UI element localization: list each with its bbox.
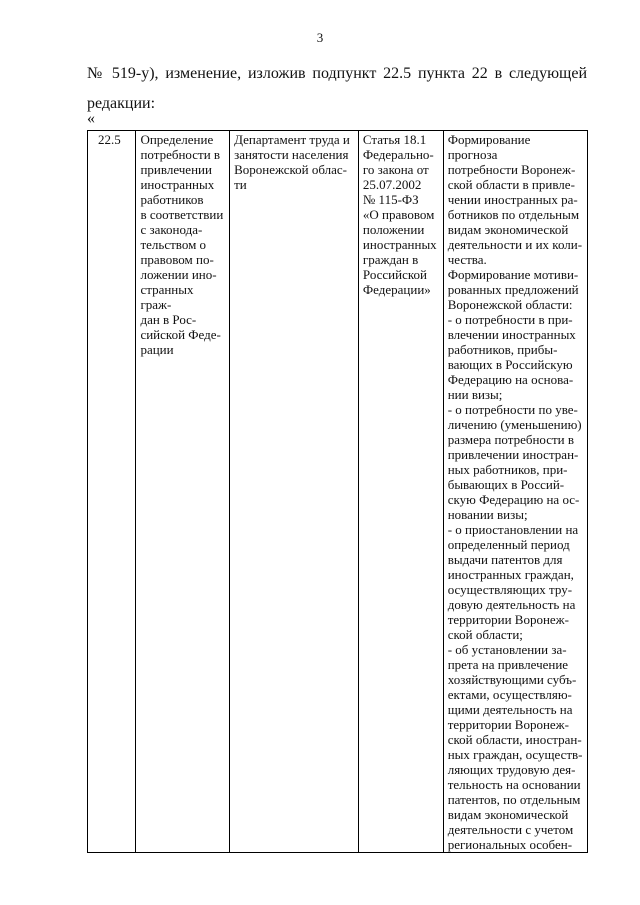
law-reference-cell bbox=[358, 131, 443, 853]
law-reference: Статья 18.1 Федерально- го закона от 25.07.2002 № 115-ФЗ «О правовом положении иностранных граждан в Российской Федерации» bbox=[362, 132, 437, 297]
clause-name-cell bbox=[136, 131, 230, 853]
description-text: Формирование прогноза потребности Воронеж- ской области в привле- чении иностранных ра- ботников по отдельным видам экономической деятельности и их коли- чества. Формирование мотиви- рованных предложений Воронежской области: - о потребности в при- влечении иностранных работников, прибы- вающих в Российскую Федерацию на основа- нии визы; - о потребности по уве- личению (уменьшению) размера потребности в привлечении иностран- ных работников, при- бывающих в Россий- скую Федерацию на ос- новании визы; - о приостановлении на определенный период выдачи патентов для иностранных граждан, осуществляющих тру- довую деятельность на территории Воронеж- ской области; - об установлении за- прета на привлечение хозяйствующими субъ- ектами, осуществляю- щими деятельность на территории Воронеж- ской области, иностран- ных граждан, осуществ- ляющих трудовую дея- тельность на основании патентов, по отдельным видам экономической деятельности с учетом региональных особен- bbox=[447, 132, 583, 852]
intro-line-1: № 519-у), изменение, изложив подпункт 22.5 пункта 22 в следующей bbox=[87, 65, 587, 82]
clause-table bbox=[87, 130, 588, 853]
table-row bbox=[88, 131, 588, 853]
clause-number: 22.5 bbox=[98, 132, 121, 147]
clause-number-cell bbox=[88, 131, 136, 853]
intro-line-2: редакции: bbox=[87, 95, 156, 112]
description-cell bbox=[443, 131, 587, 853]
clause-name: Определение потребности в привлечении иностранных работников в соответствии с законода- тельством о правовом по- ложении ино- странных граж- дан в Рос- сийской Феде- рации bbox=[140, 132, 224, 357]
page-number: 3 bbox=[316, 30, 324, 45]
department-cell bbox=[230, 131, 359, 853]
opening-quote-mark: « bbox=[87, 110, 95, 127]
department-name: Департамент труда и занятости населения Воронежской облас- ти bbox=[234, 132, 350, 192]
intro-paragraph bbox=[87, 59, 587, 119]
